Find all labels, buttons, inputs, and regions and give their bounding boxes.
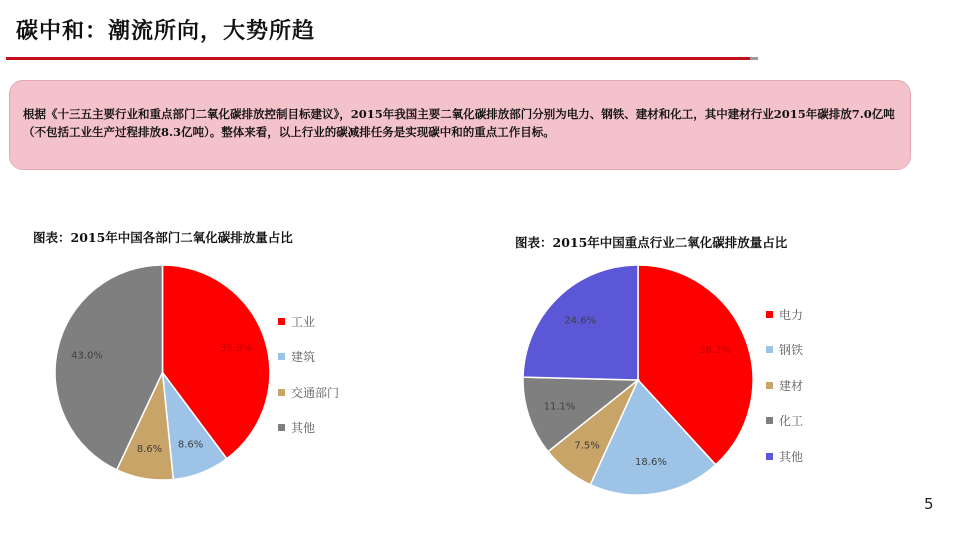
legend-item-industries-1 [766, 342, 803, 358]
legend-swatch-sectors-1 [278, 353, 285, 360]
chart-title-sectors: 图表：2015年中国各部门二氧化碳排放量占比 [33, 230, 293, 245]
legend-item-sectors-0 [278, 313, 339, 329]
pie-chart-sectors [55, 265, 270, 480]
summary-callout [9, 80, 911, 170]
legend-label-industries-0: 电力 [779, 307, 804, 322]
legend-sectors [278, 313, 339, 455]
legend-industries [766, 306, 803, 484]
legend-item-industries-0 [766, 306, 803, 322]
legend-label-sectors-1: 建筑 [291, 350, 316, 364]
legend-item-industries-3 [766, 413, 803, 429]
legend-swatch-industries-4 [766, 453, 773, 460]
pie-data-label-industries-1: 18.6% [635, 456, 667, 468]
pie-data-label-industries-0: 38.2% [699, 345, 732, 357]
legend-label-sectors-2: 交通部门 [291, 385, 340, 400]
pie-data-label-sectors-0: 39.8% [220, 343, 252, 355]
legend-label-industries-4: 其他 [779, 449, 804, 464]
legend-swatch-industries-1 [766, 346, 773, 353]
legend-label-industries-2: 建材 [779, 378, 804, 393]
legend-swatch-industries-3 [766, 417, 773, 424]
legend-item-sectors-3 [278, 420, 339, 436]
legend-label-sectors-0: 工业 [291, 314, 316, 329]
legend-swatch-industries-0 [766, 311, 773, 318]
legend-swatch-sectors-2 [278, 389, 285, 396]
legend-item-sectors-1 [278, 349, 339, 365]
legend-swatch-sectors-3 [278, 424, 285, 431]
title-divider-end [750, 57, 758, 60]
pie-data-label-industries-3: 11.1% [543, 401, 576, 413]
pie-data-label-industries-4: 24.6% [564, 315, 597, 327]
pie-data-label-sectors-1: 8.6% [177, 439, 204, 451]
summary-text: 根据《十三五主要行业和重点部门二氧化碳排放控制目标建议》，2015年我国主要二氧化碳排放部门分别为电力、钢铁、建材和化工，其中建材行业2015年碳排放7.0亿吨（不包括工业生产过程排放8.3亿吨）。整体来看，以上行业的碳减排任务是实现碳中和的重点工作目标。 [23, 107, 895, 139]
pie-data-label-sectors-2: 8.6% [136, 443, 163, 455]
legend-swatch-industries-2 [766, 382, 773, 389]
pie-chart-industries [523, 265, 753, 495]
pie-data-label-industries-2: 7.5% [574, 440, 600, 452]
title-divider [6, 57, 750, 60]
legend-swatch-sectors-0 [278, 318, 285, 325]
legend-item-industries-4 [766, 448, 803, 464]
legend-label-industries-1: 钢铁 [779, 343, 804, 357]
pie-data-label-sectors-3: 43.0% [71, 350, 103, 362]
page-number: 5 [924, 495, 934, 513]
chart-title-industries: 图表：2015年中国重点行业二氧化碳排放量占比 [515, 235, 788, 250]
legend-item-industries-2 [766, 377, 803, 393]
legend-label-sectors-3: 其他 [291, 421, 316, 435]
legend-label-industries-3: 化工 [779, 414, 804, 428]
legend-item-sectors-2 [278, 384, 339, 400]
page-title: 碳中和：潮流所向，大势所趋 [16, 19, 316, 44]
